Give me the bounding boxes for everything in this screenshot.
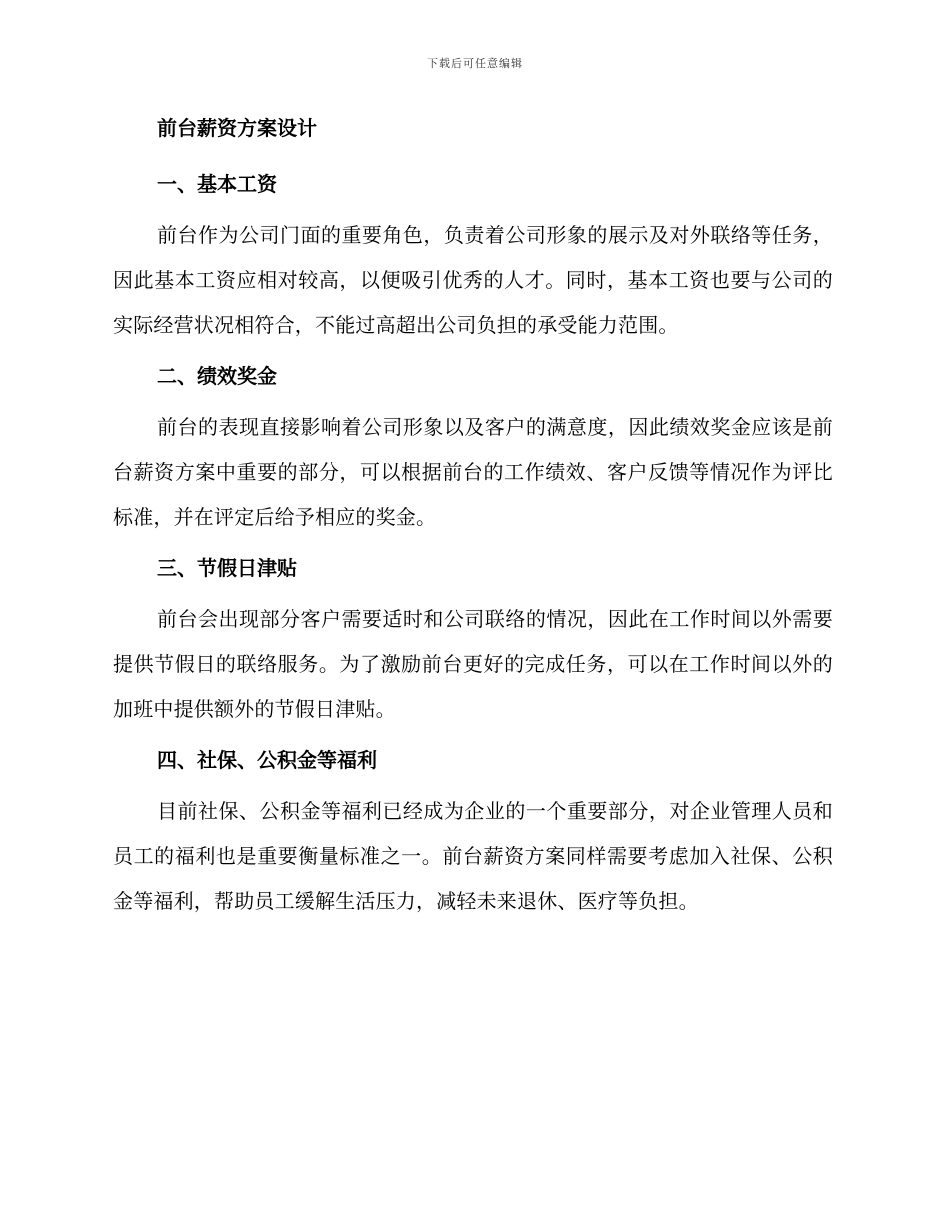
- section-heading-basic-salary: 一、基本工资: [157, 172, 277, 196]
- page-header: 下载后可任意编辑: [427, 57, 523, 70]
- document-body: [113, 112, 833, 924]
- section-heading-social-benefits: 四、社保、公积金等福利: [157, 748, 377, 772]
- section-heading-holiday-allowance: 三、节假日津贴: [157, 556, 297, 580]
- section-paragraph-performance-bonus: 前台的表现直接影响着公司形象以及客户的满意度，因此绩效奖金应该是前台薪资方案中重要的部分，可以根据前台的工作绩效、客户反馈等情况作为评比标准，并在评定后给予相应的奖金。: [113, 415, 833, 529]
- section-heading-performance-bonus: 二、绩效奖金: [157, 364, 277, 388]
- section-paragraph-holiday-allowance: 前台会出现部分客户需要适时和公司联络的情况，因此在工作时间以外需要提供节假日的联络服务。为了激励前台更好的完成任务，可以在工作时间以外的加班中提供额外的节假日津贴。: [113, 607, 833, 721]
- section-paragraph-basic-salary: 前台作为公司门面的重要角色，负责着公司形象的展示及对外联络等任务，因此基本工资应相对较高，以便吸引优秀的人才。同时，基本工资也要与公司的实际经营状况相符合，不能过高超出公司负担的承受能力范围。: [113, 223, 833, 337]
- document-title: 前台薪资方案设计: [157, 116, 317, 140]
- section-paragraph-social-benefits: 目前社保、公积金等福利已经成为企业的一个重要部分，对企业管理人员和员工的福利也是重要衡量标准之一。前台薪资方案同样需要考虑加入社保、公积金等福利，帮助员工缓解生活压力，减轻未来退休、医疗等负担。: [113, 799, 833, 913]
